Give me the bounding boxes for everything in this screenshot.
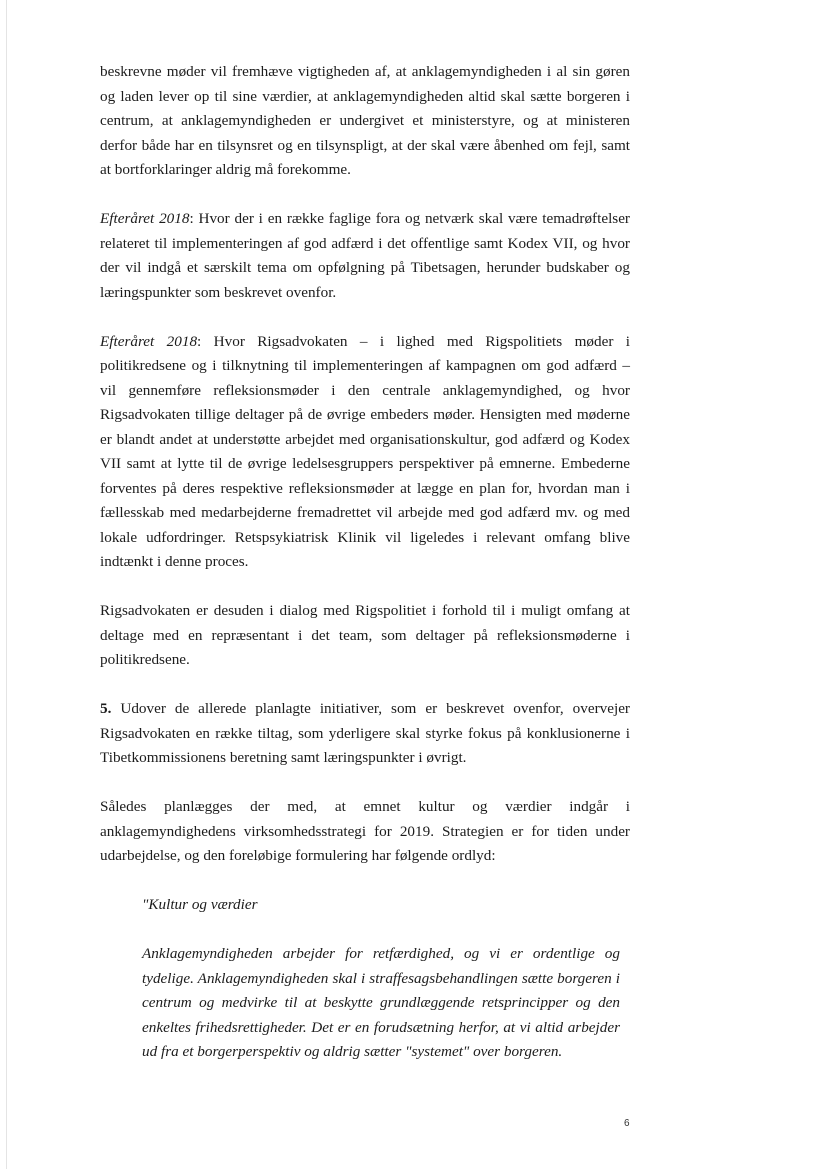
- paragraph-strategy: Således planlægges der med, at emnet kultur og værdier indgår i anklagemyndighedens virksomhedsstrategi for 2019. Strategien er for tiden under udarbejdelse, og den foreløbige formulering har følgende ordlyd:: [100, 798, 630, 864]
- paragraph-text: Udover de allerede planlagte initiativer, som er beskrevet ovenfor, overvejer Rigsadvokaten en række tiltag, som yderligere skal styrke fokus på konklusionerne i Tibetkommissionens beretning samt læringspunkter i øvrigt.: [100, 700, 630, 766]
- paragraph-spacer: [100, 771, 630, 796]
- paragraph-autumn-fora: [100, 207, 630, 305]
- paragraph-spacer: [100, 673, 630, 698]
- paragraph-spacer: [100, 575, 630, 600]
- paragraph-spacer: [100, 918, 630, 943]
- paragraph-spacer: [100, 305, 630, 330]
- paragraph-spacer: [100, 869, 630, 894]
- paragraph-continued: beskrevne møder vil fremhæve vigtigheden af, at anklagemyndigheden i al sin gøren og laden lever op til sine værdier, at anklagemyndigheden altid skal sætte borgeren i centrum, at anklagemyndigheden er undergivet et ministerstyre, og at ministeren derfor både har en tilsynsret og en tilsynspligt, at der skal være åbenhed om fejl, samt at bortforklaringer aldrig må forekomme.: [100, 63, 630, 178]
- date-label: Efteråret 2018: [100, 332, 198, 350]
- paragraph-text: : Hvor Rigsadvokaten – i lighed med Rigspolitiets møder i politikredsene og i tilknytning til implementeringen af kampagnen om god adfærd – vil gennemføre refleksionsmøder i den centrale anklagemyndighed, og hvor Rigsadvokaten tillige deltager på de øvrige embeders møder. Hensigten med møderne er blandt andet at understøtte arbejdet med organisationskultur, god adfærd og Kodex VII samt at lytte til de øvrige ledelsesgruppers perspektiver på emnerne. Embederne forventes på deres respektive refleksionsmøder at lægge en plan for, hvordan man i fællesskab med medarbejderne fremadrettet vil arbejde med god adfærd mv. og med lokale udfordringer. Retspsykiatrisk Klinik vil ligeledes i relevant omfang blive indtænkt i denne proces.: [100, 332, 630, 570]
- point-number: 5.: [100, 700, 112, 717]
- paragraph-text: : Hvor der i en række faglige fora og netværk skal være temadrøftelser relateret til implementeringen af god adfærd i det offentlige samt Kodex VII, og hvor der vil indgå et særskilt tema om opfølgning på Tibetsagen, herunder budskaber og læringspunkter som beskrevet ovenfor.: [100, 210, 630, 301]
- paragraph-dialog-rigspolitiet: Rigsadvokaten er desuden i dialog med Rigspolitiet i forhold til i muligt omfang at deltage med en repræsentant i det team, som deltager på refleksionsmøderne i politikredsene.: [100, 602, 630, 668]
- paragraph-spacer: [100, 183, 630, 208]
- page-number: 6: [624, 1118, 630, 1129]
- date-label: Efteråret 2018: [100, 210, 190, 227]
- quote-body: Anklagemyndigheden arbejder for retfærdighed, og vi er ordentlige og tydelige. Anklagemyndigheden skal i straffesagsbehandlingen sætte borgeren i centrum og medvirke til at beskytte grundlæggende retsprincipper og den enkeltes frihedsrettigheder. Det er en forudsætning herfor, at vi altid arbejder ud fra et borgerperspektiv og aldrig sætter "systemet" over borgeren.: [142, 945, 620, 1060]
- quote-heading: "Kultur og værdier: [142, 896, 258, 913]
- paragraph-autumn-reflection: [100, 330, 630, 575]
- paragraph-point-5: [100, 697, 630, 771]
- document-page: [100, 60, 630, 1065]
- scan-edge-line: [6, 0, 7, 1169]
